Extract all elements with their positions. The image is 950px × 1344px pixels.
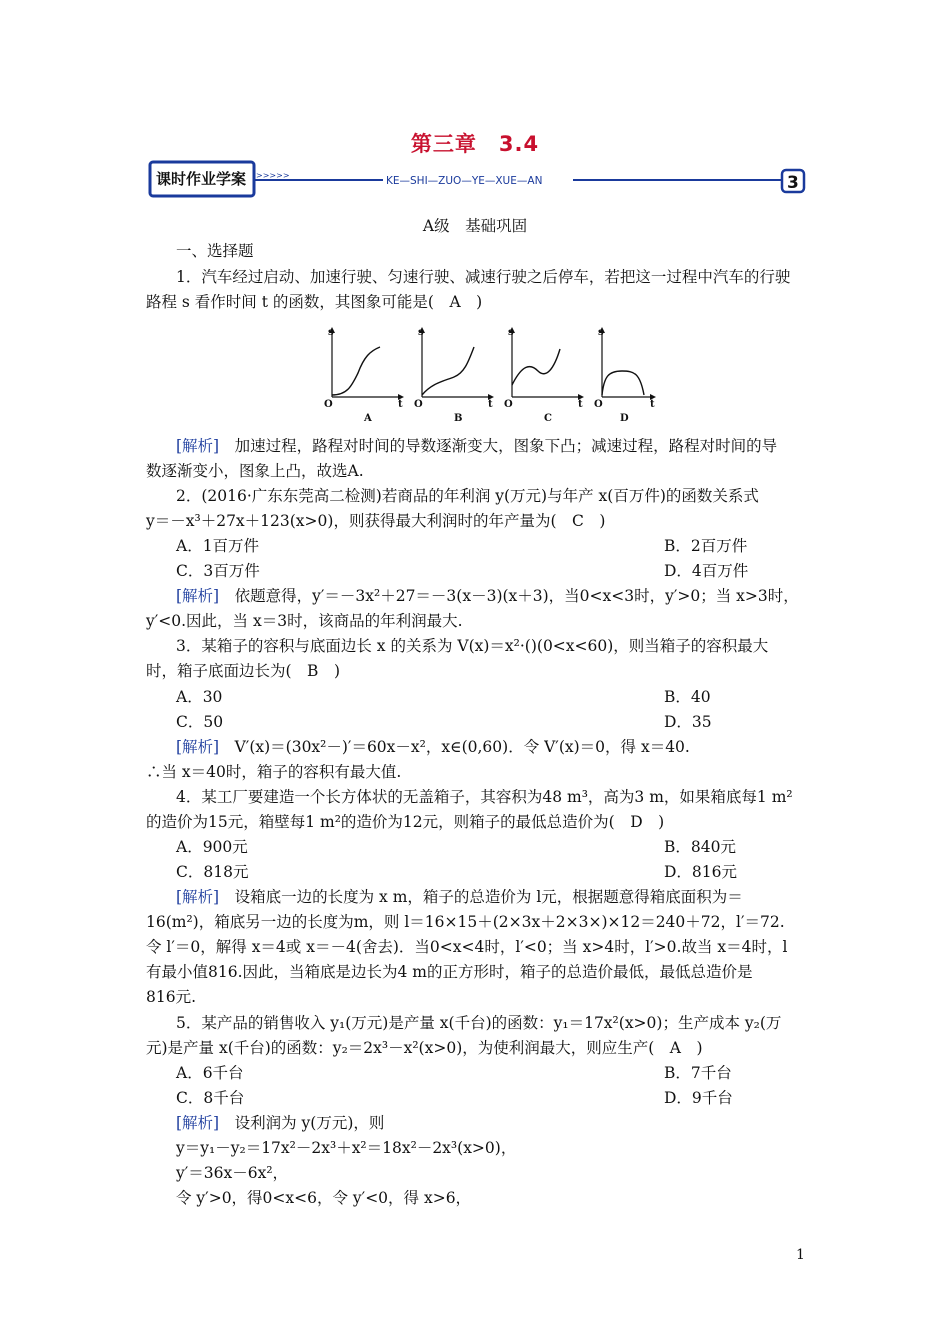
q5-options-row1: [176, 1061, 950, 1086]
q4-options-row2: [176, 860, 950, 885]
q4-line1: 4．某工厂要建造一个长方体状的无盖箱子，其容积为48 m³，高为3 m，如果箱底每1 m²: [176, 788, 793, 806]
section-banner: [148, 160, 808, 198]
q2-option-b: B．2百万件: [664, 537, 748, 555]
analysis-tag: [解析]: [176, 587, 220, 605]
q2-line1: 2．(2016·广东东莞高二检测)若商品的年利润 y(万元)与年产 x(百万件)的函数关系式: [176, 487, 759, 505]
q3-options-row2: [176, 710, 950, 735]
analysis-tag: [解析]: [176, 888, 220, 906]
q5-options-row2: [176, 1086, 950, 1111]
page-title: 第三章 3.4: [410, 132, 540, 156]
q3-option-d: D．35: [664, 713, 712, 731]
graph-d-s: s: [598, 327, 604, 338]
q3-line2: 时，箱子底面边长为( B ): [146, 662, 340, 680]
q1-graphs: [318, 325, 658, 425]
q3-option-a: A．30: [176, 688, 223, 706]
q5-analysis-line1: [176, 1111, 950, 1136]
q4-option-c: C．818元: [176, 863, 249, 881]
q2-option-a: A．1百万件: [176, 537, 260, 555]
q4-line2: 的造价为15元，箱壁每1 m²的造价为12元，则箱子的最低总造价为( D ): [146, 813, 665, 831]
graph-d-o: O: [594, 399, 603, 410]
graph-c-t: t: [578, 399, 583, 410]
q4-option-d: D．816元: [664, 863, 738, 881]
q5-option-a: A．6千台: [176, 1064, 244, 1082]
q1-line2: 路程 s 看作时间 t 的函数，其图象可能是( A ): [146, 293, 483, 311]
q1-line1: 1．汽车经过启动、加速行驶、匀速行驶、减速行驶之后停车，若把这一过程中汽车的行驶: [176, 268, 791, 286]
graph-b-t: t: [488, 399, 493, 410]
q3-analysis-line1: [176, 735, 950, 760]
q5-analysis-line3: y′＝36x－6x²，: [176, 1164, 289, 1182]
q4-option-b: B．840元: [664, 838, 736, 856]
q2-analysis-line1: [176, 584, 950, 609]
q4-analysis-line2: 16(m²)，箱底另一边的长度为m，则 l＝16×15＋(2×3x＋2×3×)×12＝240＋72，l′＝72.: [146, 913, 785, 931]
q3-analysis-text1: V′(x)＝(30x²－)′＝60x－x²，x∈(0,60)．令 V′(x)＝0，得 x＝40.: [219, 738, 690, 756]
level-heading: A级 基础巩固: [422, 217, 528, 235]
q3-option-c: C．50: [176, 713, 224, 731]
q5-option-c: C．8千台: [176, 1089, 245, 1107]
q2-option-d: D．4百万件: [664, 562, 749, 580]
graph-c-label: C: [544, 413, 552, 424]
graph-a: [324, 327, 404, 424]
q2-options-row1: [176, 534, 950, 559]
analysis-tag: [解析]: [176, 1114, 220, 1132]
graph-b-label: B: [454, 413, 463, 424]
banner-arrows: >>>>>: [256, 171, 290, 180]
page-number: 1: [796, 1247, 805, 1263]
analysis-tag: [解析]: [176, 437, 220, 455]
graph-b: [414, 327, 494, 424]
q4-analysis-line1: [176, 885, 950, 910]
q2-line2: y＝－x³＋27x＋123(x>0)，则获得最大利润时的年产量为( C ): [146, 512, 606, 530]
banner-pinyin: KE—SHI—ZUO—YE—XUE—AN: [386, 175, 543, 187]
graph-c-o: O: [504, 399, 513, 410]
banner-number: 3: [787, 173, 799, 193]
graph-b-o: O: [414, 399, 423, 410]
analysis-tag: [解析]: [176, 738, 220, 756]
q3-options-row1: [176, 685, 950, 710]
q5-analysis-line4: 令 y′>0，得0<x<6，令 y′<0，得 x>6，: [176, 1189, 472, 1207]
q5-option-d: D．9千台: [664, 1089, 733, 1107]
q2-analysis-text1: 依题意得，y′＝－3x²＋27＝－3(x－3)(x＋3)，当0<x<3时，y′>0；当 x>3时，: [219, 587, 799, 605]
graph-c: [504, 327, 584, 424]
q4-analysis-line3: 令 l′＝0，解得 x＝4或 x＝－4(舍去)．当0<x<4时，l′<0；当 x>4时，l′>0.故当 x＝4时，l: [146, 938, 788, 956]
q4-options-row1: [176, 835, 950, 860]
q4-analysis-line5: 816元.: [146, 988, 197, 1006]
q4-analysis-text1: 设箱底一边的长度为 x m，箱子的总造价为 l元，根据题意得箱底面积为＝: [219, 888, 743, 906]
graph-d-label: D: [620, 413, 629, 424]
q1-analysis-line1: [176, 434, 950, 459]
q5-line1: 5．某产品的销售收入 y₁(万元)是产量 x(千台)的函数：y₁＝17x²(x>0)；生产成本 y₂(万: [176, 1014, 782, 1032]
q1-analysis-text1: 加速过程，路程对时间的导数逐渐变大，图象下凸；减速过程，路程对时间的导: [219, 437, 778, 455]
q5-line2: 元)是产量 x(千台)的函数：y₂＝2x³－x²(x>0)，为使利润最大，则应生产( A ): [146, 1039, 703, 1057]
graph-b-s: s: [418, 327, 424, 338]
banner-label: 课时作业学案: [156, 170, 247, 188]
q3-option-b: B．40: [664, 688, 711, 706]
graph-d-t: t: [650, 399, 655, 410]
graph-a-s: s: [328, 327, 334, 338]
q4-option-a: A．900元: [176, 838, 248, 856]
q5-analysis-line2: y＝y₁－y₂＝17x²－2x³＋x²＝18x²－2x³(x>0)，: [176, 1139, 517, 1157]
q2-options-row2: [176, 559, 950, 584]
graph-a-label: A: [364, 413, 372, 424]
q5-option-b: B．7千台: [664, 1064, 732, 1082]
graph-a-o: O: [324, 399, 333, 410]
graph-c-s: s: [508, 327, 514, 338]
graph-d: [594, 327, 656, 424]
q4-analysis-line4: 有最小值816.因此，当箱底是边长为4 m的正方形时，箱子的总造价最低，最低总造价是: [146, 963, 753, 981]
graph-a-t: t: [398, 399, 403, 410]
q3-analysis-line2: ∴当 x＝40时，箱子的容积有最大值.: [146, 763, 402, 781]
q1-analysis-line2: 数逐渐变小，图象上凸，故选A.: [146, 462, 364, 480]
q5-analysis-text1: 设利润为 y(万元)，则: [219, 1114, 385, 1132]
section-heading: 一、选择题: [176, 242, 254, 260]
q2-option-c: C．3百万件: [176, 562, 260, 580]
q2-analysis-line2: y′<0.因此，当 x＝3时，该商品的年利润最大.: [146, 612, 463, 630]
q3-line1: 3．某箱子的容积与底面边长 x 的关系为 V(x)＝x²·()(0<x<60)，则当箱子的容积最大: [176, 637, 769, 655]
